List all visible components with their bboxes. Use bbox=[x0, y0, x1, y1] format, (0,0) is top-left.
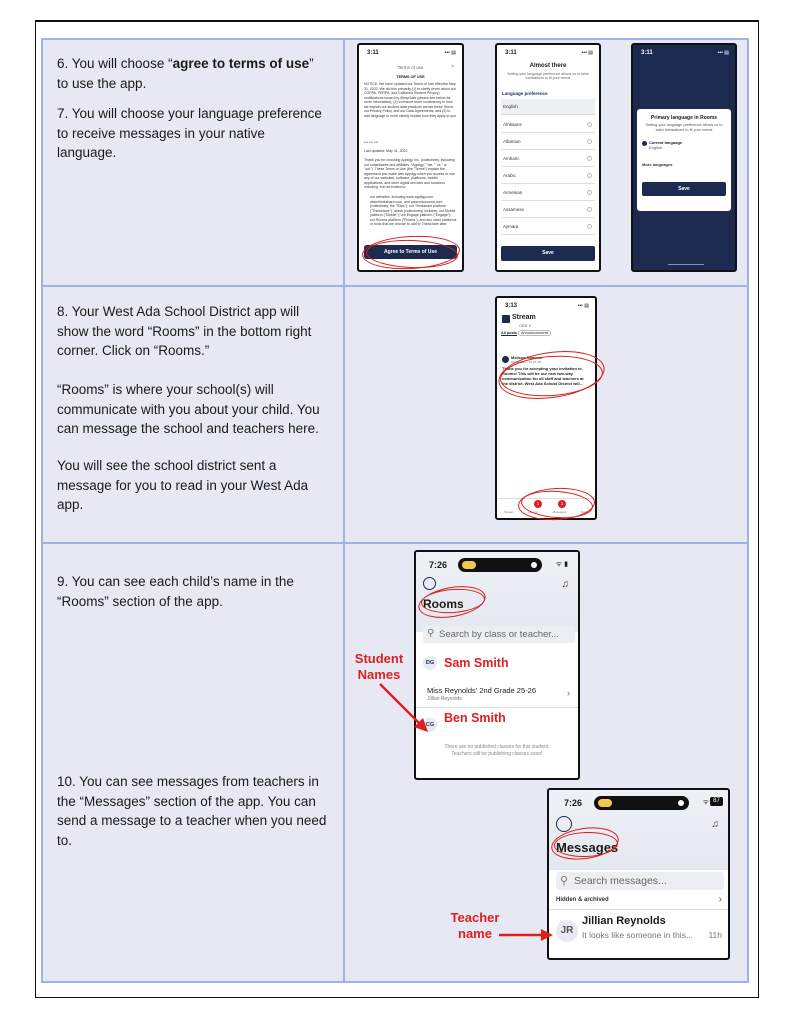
avatar bbox=[502, 356, 509, 363]
language-preference-screenshot bbox=[495, 43, 601, 272]
language-option[interactable]: Afrikaans bbox=[501, 117, 595, 133]
step-7-text: 7. You will choose your language preference to receive messages in your native language. bbox=[57, 106, 322, 160]
status-time: 3:11 bbox=[367, 50, 379, 56]
status-icons: ᯤ ▮ bbox=[555, 561, 568, 568]
school-logo-icon bbox=[556, 816, 572, 832]
student-names-annotation: Student Names bbox=[354, 651, 404, 682]
nav-rooms[interactable]: Rooms bbox=[528, 510, 539, 514]
dynamic-island bbox=[594, 796, 689, 810]
district-message-text: You will see the school district sent a message for you to read in your West Ada app. bbox=[57, 458, 309, 512]
chevron-right-icon[interactable]: › bbox=[718, 894, 722, 905]
row-divider-2 bbox=[43, 542, 747, 544]
status-icons: ••• ▤ bbox=[717, 50, 729, 56]
almost-there-title: Almost there bbox=[529, 63, 567, 69]
battery-badge: 87 bbox=[710, 797, 723, 806]
teacher-name[interactable]: Jillian Reynolds bbox=[582, 915, 666, 927]
home-indicator bbox=[668, 264, 704, 266]
step-9-text: 9. You can see each child’s name in the “Rooms” section of the app. bbox=[57, 574, 294, 609]
student-arrow-icon bbox=[370, 680, 440, 740]
status-time: 7:26 bbox=[429, 560, 448, 570]
language-option[interactable]: Assamese bbox=[501, 202, 595, 218]
status-time: 7:26 bbox=[564, 798, 583, 808]
language-option[interactable]: Armenian bbox=[501, 185, 595, 201]
search-icon: ⚲ bbox=[560, 875, 569, 887]
language-option-english[interactable]: English bbox=[501, 99, 595, 115]
save-button[interactable]: Save bbox=[642, 182, 726, 196]
class-teacher: Jillian Reynolds bbox=[427, 696, 462, 702]
student-name: Ben Smith bbox=[444, 711, 506, 725]
no-classes-message: There are no published classes for this student. Teachers will be publishing classes soon! bbox=[444, 744, 550, 757]
bell-icon[interactable]: ♫ bbox=[561, 579, 569, 590]
teacher-arrow-icon bbox=[497, 924, 557, 944]
student-name: Sam Smith bbox=[444, 656, 509, 670]
messages-title: Messages bbox=[556, 840, 619, 855]
status-time: 3:11 bbox=[505, 50, 517, 56]
rooms-screenshot bbox=[414, 550, 580, 780]
student-avatar: CG bbox=[423, 718, 437, 732]
nav-stream[interactable]: Stream bbox=[504, 510, 514, 514]
messages-screenshot bbox=[547, 788, 730, 960]
divider bbox=[549, 909, 728, 910]
status-icons: ••• ▤ bbox=[577, 303, 589, 309]
wifi-icon: ᯤ bbox=[702, 799, 709, 806]
row-divider-1 bbox=[43, 285, 747, 287]
terms-updated: Last updated: May 31, 2022 bbox=[364, 149, 408, 153]
rooms-search-input[interactable]: ⚲ Search by class or teacher... bbox=[423, 626, 575, 643]
chevron-right-icon[interactable]: › bbox=[567, 688, 570, 698]
stream-screenshot bbox=[495, 296, 597, 520]
rooms-badge: 1 bbox=[534, 500, 542, 508]
language-option[interactable]: Albanian bbox=[501, 134, 595, 150]
terms-heading: TERMS OF USE bbox=[396, 75, 425, 79]
status-time: 3:11 bbox=[641, 50, 653, 56]
terms-body-2: Thank you for choosing Appligy, Inc. (collectively, including our subsidiaries and affiliates, "Appligy," "we," "us," or "our"). These Terms of Use (the "Terms") explain the agreement you make with Appligy when you access or use any of our websites, software, platforms, mobile applications, and other digital services and functions including, but not limited to: bbox=[364, 158, 455, 189]
terms-header: Terms of use bbox=[397, 65, 424, 70]
messages-search-input[interactable]: ⚲ Search messages... bbox=[556, 872, 724, 890]
language-option[interactable]: Arabic bbox=[501, 168, 595, 184]
post-message: Thank you for accepting your invitation to Rooms! This will be our new two-way communication for all staff and teachers at the district. West Ada School District will... bbox=[502, 366, 584, 386]
stream-title: Stream bbox=[512, 314, 536, 321]
school-selector[interactable]: CES ∨ bbox=[519, 323, 532, 328]
step-8-text: 8. Your West Ada School District app will show the word “Rooms” in the bottom right corner. Click on “Rooms.” bbox=[57, 304, 312, 358]
primary-language-screenshot bbox=[631, 43, 737, 272]
terms-stars: *** *** *** bbox=[364, 141, 379, 145]
step-10-text: 10. You can see messages from teachers in the “Messages” section of the app. You can send a message to a teacher when you need to. bbox=[57, 774, 327, 848]
step-6-text: 6. You will choose “agree to terms of use” to use the app. bbox=[57, 56, 314, 91]
save-button[interactable]: Save bbox=[501, 246, 595, 261]
class-name[interactable]: Miss Reynolds' 2nd Grade 25-26 bbox=[427, 686, 536, 695]
terms-body-3: our websites, including www.appligy.com, www.thinkshare.com, and www.edurooms.com (collectively, the "Sites"); our Thinkshare platform ("Thinkshare"), which (collectively) includes; our Mobile platform ("Mobile"); our Engage platform ("Engage"); our Rooms platform ("Rooms"); and any other platforms or tools that we choose to add to Thinkshare later. bbox=[370, 195, 457, 226]
close-icon[interactable]: × bbox=[451, 64, 454, 70]
language-section-label: Language preference bbox=[502, 91, 548, 96]
agree-terms-button[interactable]: Agree to Terms of Use bbox=[364, 245, 457, 259]
current-language-label: Current language bbox=[649, 140, 683, 145]
dialog-subtitle: Setting your language preference allows us to tailor translations to fit your needs bbox=[645, 123, 723, 132]
language-option[interactable]: Amharic bbox=[501, 151, 595, 167]
nav-messages[interactable]: Messages bbox=[552, 510, 567, 514]
column-divider bbox=[343, 40, 345, 981]
terms-body-1: NOTICE: We have updated our Terms of Use effective May 31, 2022. We did this primarily (1) to clarify (even about our COPPA, FERPA, and California Student Privacy) certifications issued by iKeepSafe (please see below for more information); (2) to ensure more consistency in how we explain our student data practices across these Terms, our Privacy Policy, and our Data Agreements; and (3) to add language to more clearly explain how they apply to you. bbox=[364, 82, 458, 118]
message-age: 11h bbox=[708, 930, 722, 940]
hidden-archived-link[interactable]: Hidden & archived bbox=[556, 897, 609, 903]
check-icon bbox=[642, 141, 647, 146]
almost-there-subtitle: Setting your language preference allows us to tailor translations to fit your needs bbox=[507, 72, 589, 81]
tab-announcements[interactable]: Announcements bbox=[518, 330, 551, 336]
dynamic-island bbox=[458, 558, 542, 572]
language-option[interactable]: Aymara bbox=[501, 219, 595, 235]
message-preview: It looks like someone in this... bbox=[582, 930, 694, 940]
teacher-avatar: JR bbox=[556, 920, 578, 942]
nav-more[interactable]: More bbox=[580, 510, 588, 514]
bell-icon[interactable]: ♫ bbox=[711, 819, 719, 830]
tab-all-posts[interactable]: All posts bbox=[501, 331, 518, 335]
post-author: Melissa Ramirez bbox=[511, 355, 543, 360]
more-languages-link[interactable]: More languages bbox=[642, 162, 673, 167]
messages-badge: 1 bbox=[558, 500, 566, 508]
status-icons: ••• ▤ bbox=[581, 50, 593, 56]
school-logo-icon bbox=[502, 315, 510, 323]
school-logo-icon bbox=[423, 577, 436, 590]
divider bbox=[416, 707, 578, 708]
status-icons: ••• ▤ bbox=[444, 50, 456, 56]
current-language-value: English bbox=[649, 145, 663, 150]
dialog-title: Primary language in Rooms bbox=[650, 115, 718, 121]
teacher-name-annotation: Teacher name bbox=[450, 910, 500, 941]
primary-language-dialog bbox=[637, 109, 731, 211]
rooms-description: “Rooms” is where your school(s) will communicate with you about your child. You can message the school and teachers here. bbox=[57, 382, 320, 436]
search-icon: ⚲ bbox=[427, 628, 435, 639]
rooms-title: Rooms bbox=[423, 597, 464, 611]
status-time: 3:13 bbox=[505, 303, 518, 309]
post-meta: 09/14/2023 · 10:23 AM bbox=[511, 360, 542, 364]
student-avatar: DG bbox=[423, 656, 437, 670]
